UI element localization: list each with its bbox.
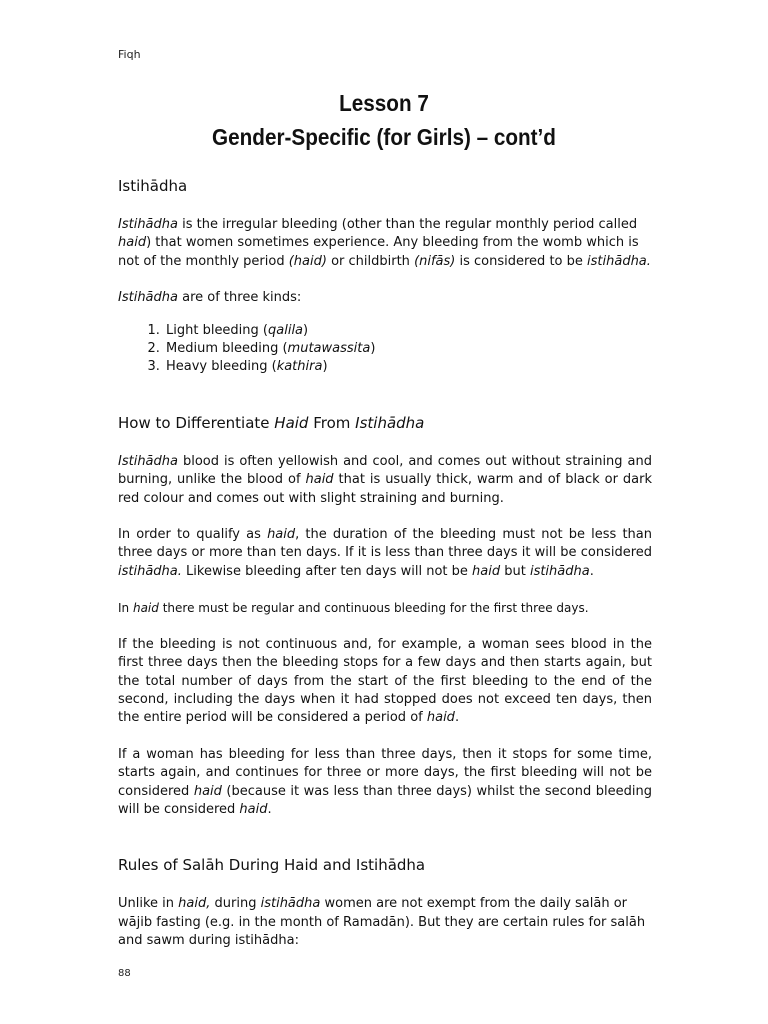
list-item: [164, 322, 652, 340]
running-header: Fiqh: [118, 48, 141, 61]
term: Istihādha: [118, 290, 178, 306]
text: Unlike in: [118, 896, 179, 912]
term: haid: [267, 527, 296, 543]
text: during: [210, 896, 261, 912]
section-heading-istihadha: Istihādha: [118, 177, 188, 195]
title-line-1: Lesson 7: [339, 90, 429, 116]
text: but: [500, 563, 530, 579]
term: haid: [193, 783, 222, 799]
text: is considered to be: [455, 253, 588, 269]
lesson-title: [145, 86, 624, 154]
term: haid: [132, 601, 159, 616]
term: Istihādha: [118, 217, 178, 232]
text: In order to qualify as: [118, 527, 268, 543]
text: From: [308, 413, 356, 432]
text: women are not exempt from the daily salāh or wājib fasting (e.g. in the month of Ramadān). But they are certain rules for salāh and sawm during istihādha:: [118, 896, 646, 949]
istihadha-kinds-list: [118, 322, 652, 377]
text: In: [118, 601, 133, 616]
term: istihādha.: [118, 563, 182, 579]
paragraph-istihadha-definition: [118, 216, 652, 271]
term: Istihādha: [118, 453, 178, 469]
term: mutawassita: [287, 341, 371, 357]
paragraph-blood-description: [118, 453, 652, 508]
term: Haid: [274, 413, 309, 432]
page-number: 88: [118, 968, 131, 979]
term: istihādha: [260, 896, 321, 912]
term: (nifās): [414, 253, 456, 269]
text: ) that women sometimes experience. Any bleeding from the womb which is not of the monthly period: [118, 235, 639, 269]
section-heading-salah-rules: Rules of Salāh During Haid and Istihādha: [118, 856, 426, 875]
term: kathira: [276, 359, 323, 375]
text: or childbirth: [326, 253, 415, 269]
text: ): [370, 341, 376, 357]
paragraph-salah-rules: [118, 895, 652, 950]
list-item: [164, 358, 652, 376]
term: haid: [239, 801, 268, 817]
text: .: [589, 563, 594, 579]
list-item: [164, 340, 652, 358]
text: .: [267, 801, 272, 817]
term: Istihādha: [355, 413, 425, 432]
title-line-2: Gender-Specific (for Girls) – cont’d: [212, 124, 556, 150]
term: haid: [426, 710, 455, 726]
text: is the irregular bleeding (other than the regular monthly period called: [177, 217, 638, 232]
text: Heavy bleeding (: [166, 359, 277, 375]
text: (because it was less than three days) whilst the second bleeding will be considered: [118, 783, 652, 817]
text: How to Differentiate: [118, 413, 275, 432]
text: .: [454, 710, 460, 726]
term: (haid): [288, 253, 327, 269]
term: haid: [472, 563, 501, 579]
text: , the duration of the bleeding must not be less than three days or more than ten days. If it is less than three days it will be considered: [118, 527, 652, 561]
term: haid,: [178, 896, 211, 912]
text: that is usually thick, warm and of black or dark red colour and comes out with slight straining and burning.: [118, 472, 652, 506]
term: haid: [305, 472, 334, 488]
section-heading-differentiate: [118, 413, 652, 433]
term: qalila: [268, 322, 304, 338]
paragraph-duration: [118, 526, 652, 581]
text: Medium bleeding (: [166, 341, 288, 357]
paragraph-not-continuous: [118, 636, 652, 728]
text: are of three kinds:: [177, 290, 302, 306]
text: there must be regular and continuous bleeding for the first three days.: [158, 601, 589, 616]
paragraph-continuous: [118, 599, 652, 617]
page-content: [118, 176, 652, 969]
paragraph-less-than-three: [118, 746, 652, 820]
text: If a woman has bleeding for less than three days, then it stops for some time, starts again, and continues for three or more days, the first bleeding will not be considered: [118, 746, 652, 799]
text: If the bleeding is not continuous and, for example, a woman sees blood in the first three days then the bleeding stops for a few days and then starts again, but the total number of days from the start of the first bleeding to the end of the second, including the days when it had stopped does not exceed ten days, then the entire period will be considered a period of: [118, 636, 652, 726]
term: haid: [118, 235, 147, 251]
text: Light bleeding (: [166, 322, 268, 338]
term: istihādha.: [587, 253, 651, 269]
text: ): [322, 359, 328, 375]
text: Likewise bleeding after ten days will not be: [181, 563, 473, 579]
paragraph-istihadha-kinds-intro: [118, 289, 652, 307]
term: istihādha: [529, 563, 590, 579]
text: ): [303, 322, 309, 338]
text: blood is often yellowish and cool, and comes out without straining and burning, unlike the blood of: [118, 453, 652, 488]
